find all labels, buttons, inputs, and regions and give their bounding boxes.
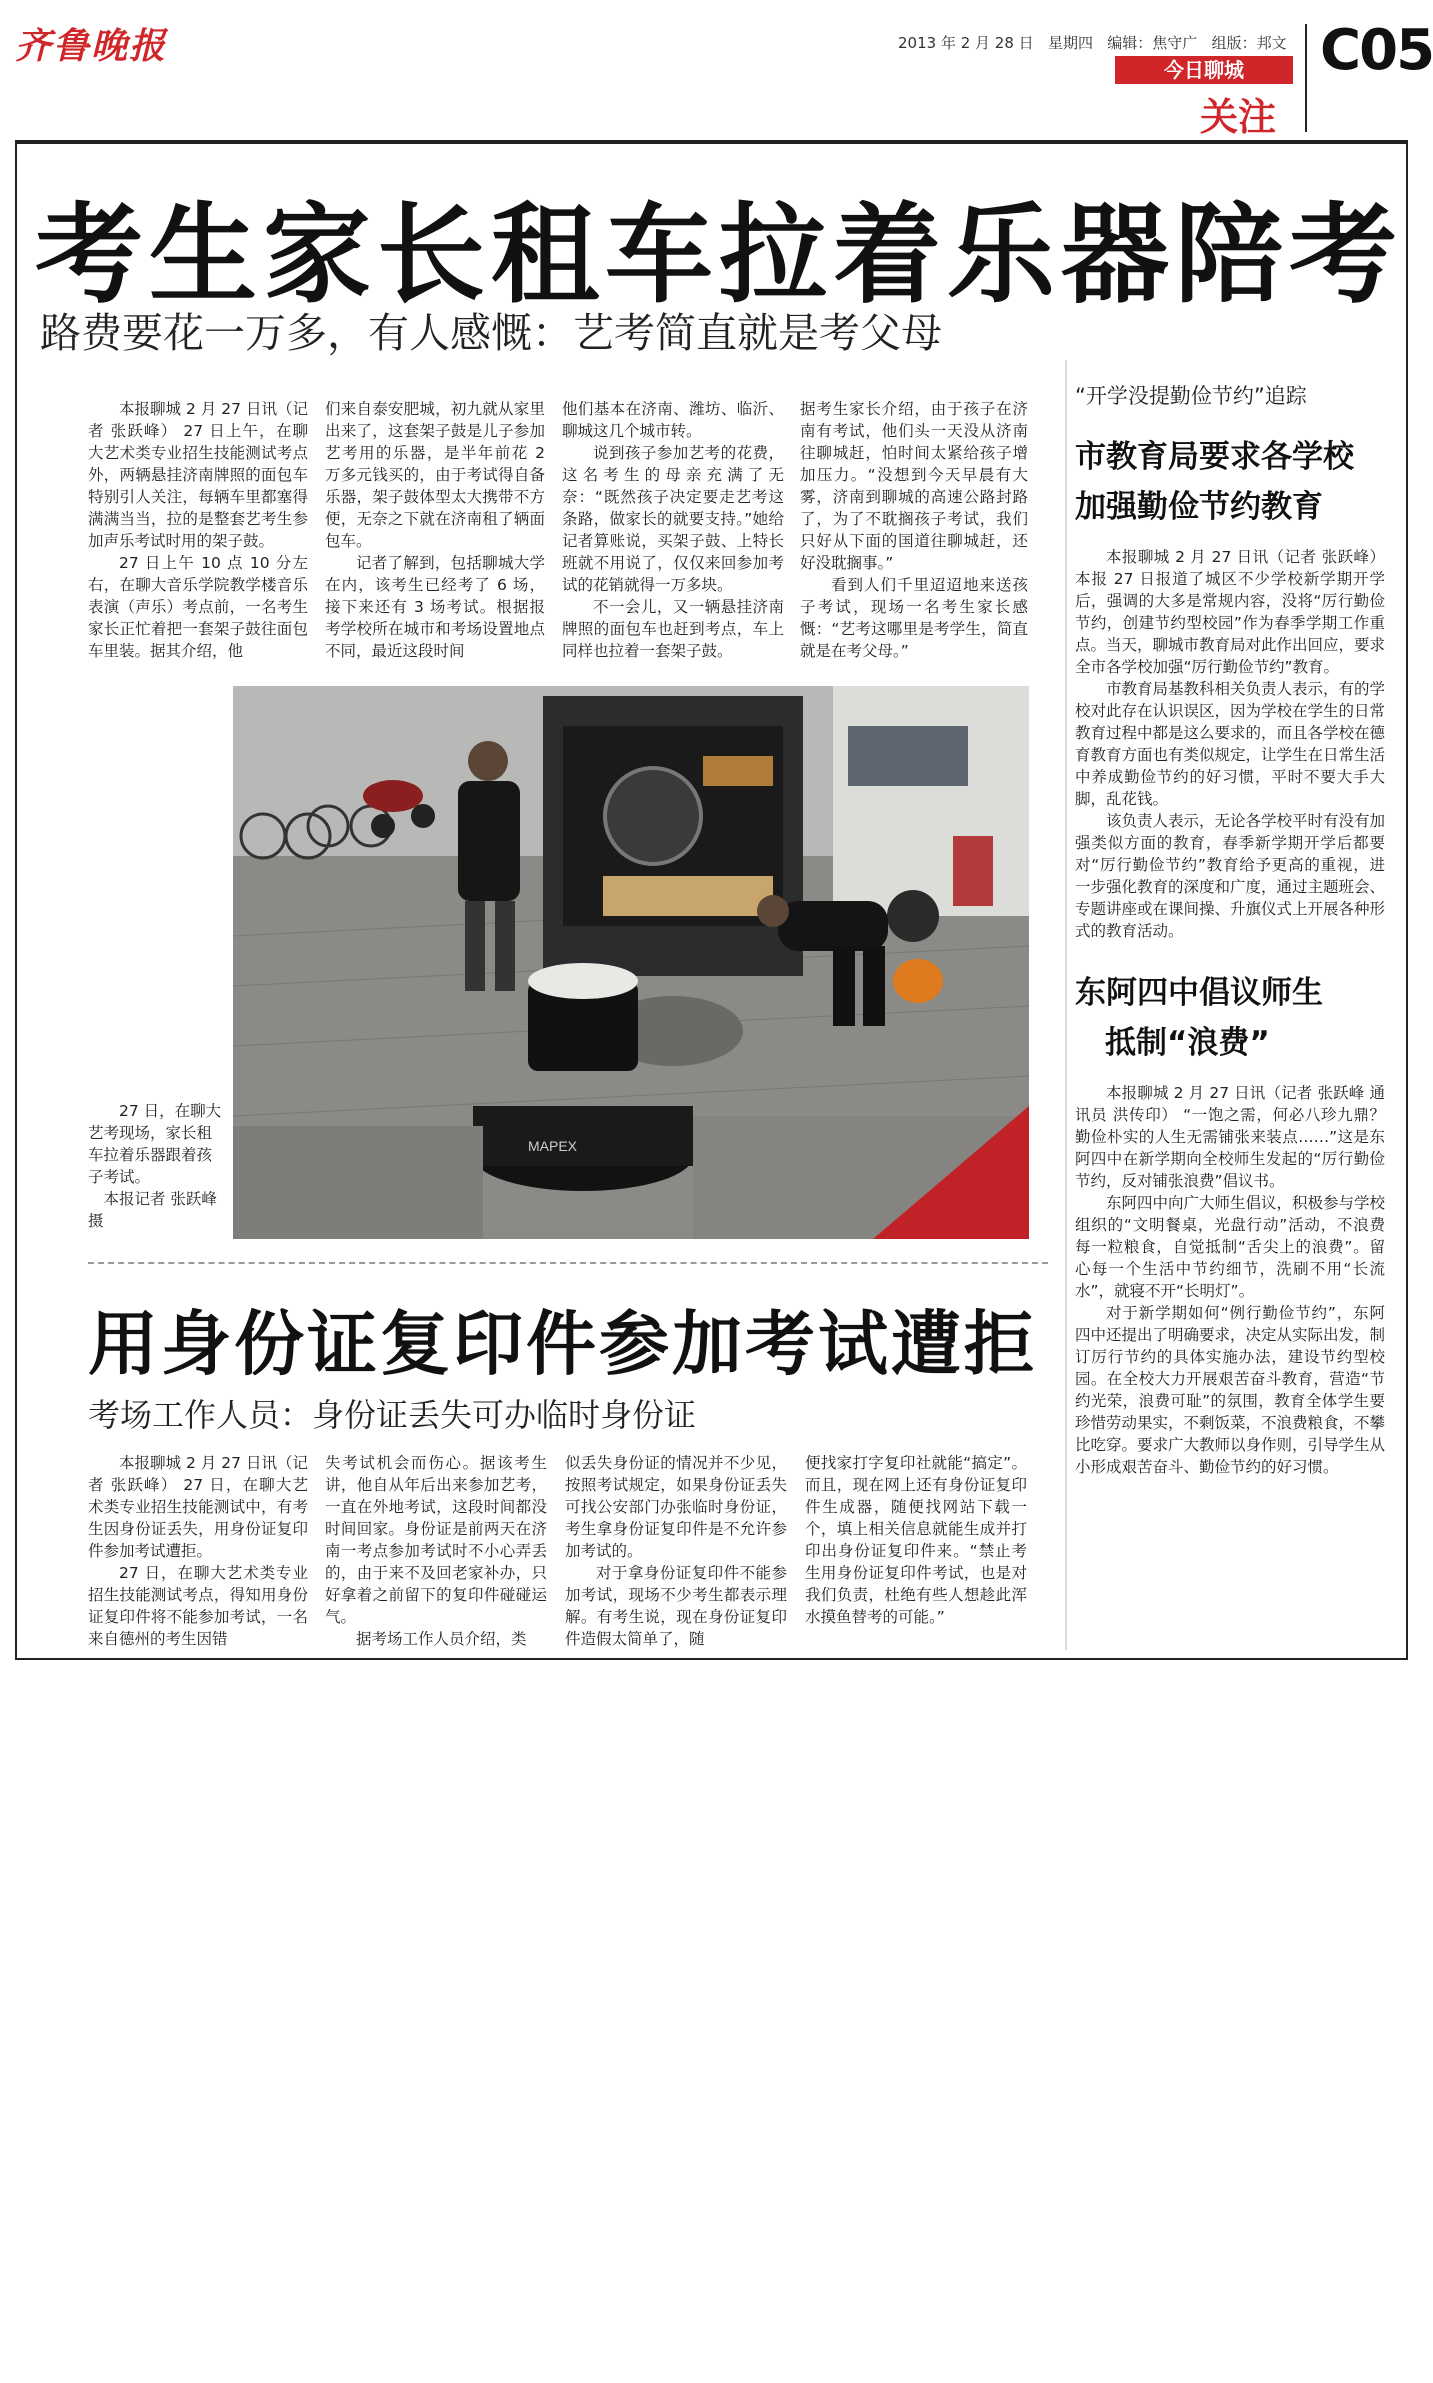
sidebar-divider	[1065, 360, 1067, 1650]
paragraph: 们来自泰安肥城，初九就从家里出来了，这套架子鼓是儿子参加艺考用的乐器，是半年前花 2 万多元钱买的，由于考试得自备乐器，架子鼓体型太大携带不方便，无奈之下就在济南租了辆面包车。	[325, 400, 545, 550]
paragraph: 记者了解到，包括聊城大学在内，该考生已经考了 6 场，接下来还有 3 场考试。根据报考学校所在城市和考场设置地点不同，最近这段时间	[325, 554, 545, 660]
sidebar	[1075, 380, 1385, 1478]
photo-caption	[88, 1100, 222, 1232]
paragraph: 本报聊城 2 月 27 日讯（记者 张跃峰） 27 日上午，在聊大艺术类专业招生技能测试考点外，两辆悬挂济南牌照的面包车特别引人关注，每辆车里都塞得满满当当，拉的是整套艺考生参加声乐考试时用的架子鼓。	[88, 400, 308, 550]
layout-credit: 组版：邦文	[1211, 34, 1287, 52]
lead-column-1	[88, 398, 308, 662]
lead-subheadline: 路费要花一万多，有人感慨：艺考简直就是考父母	[40, 309, 942, 357]
sidebar-story-1	[1075, 546, 1385, 942]
paragraph: 据考场工作人员介绍，类	[356, 1630, 527, 1648]
paragraph: 说到孩子参加艺考的花费，这名考生的母亲充满了无奈：“既然孩子决定要走艺考这条路，做家长的就要支持。”她给记者算账说，买架子鼓、上特长班就不用说了，仅仅来回参加考试的花销就得一万多块。	[562, 444, 784, 594]
paragraph: 他们基本在济南、潍坊、临沂、聊城这几个城市转。	[562, 400, 784, 440]
paragraph: 27 日，在聊大艺术类专业招生技能测试考点，得知用身份证复印件将不能参加考试，一名来自德州的考生因错	[88, 1564, 308, 1648]
paragraph: 对于拿身份证复印件不能参加考试，现场不少考生都表示理解。有考生说，现在身份证复印件造假太简单了，随	[565, 1564, 787, 1648]
paragraph: 该负责人表示，无论各学校平时有没有加强类似方面的教育，春季新学期开学后都要对“厉行勤俭节约”教育给予更高的重视，进一步强化教育的深度和广度，通过主题班会、专题讲座或在课间操、升旗仪式上开展各种形式的教育活动。	[1075, 812, 1386, 940]
second-column-1	[88, 1452, 308, 1650]
paragraph: 东阿四中向广大师生倡议，积极参与学校组织的“文明餐桌，光盘行动”活动，不浪费每一粒粮食，自觉抵制“舌尖上的浪费”。留心每一个生活中节约细节，洗刷不用“长流水”，就寝不开“长明灯”。	[1075, 1194, 1386, 1300]
paragraph: 据考生家长介绍，由于孩子在济南有考试，他们头一天没从济南往聊城赶，怕时间太紧给孩子增加压力。“没想到今天早晨有大雾，济南到聊城的高速公路封路了，为了不耽搁孩子考试，我们只好从下面的国道往聊城赶，还好没耽搁事。”	[800, 400, 1028, 572]
sidebar-title-line: 加强勤俭节约教育	[1075, 489, 1323, 525]
newspaper-logo: 齐鲁晚报	[15, 25, 168, 67]
paragraph: 似丢失身份证的情况并不少见，按照考试规定，如果身份证丢失可找公安部门办张临时身份证，考生拿身份证复印件是不允许参加考试的。	[565, 1454, 787, 1560]
paragraph: 便找家打字复印社就能“搞定”。而且，现在网上还有身份证复印件生成器，随便找网站下载一个，填上相关信息就能生成并打印出身份证复印件来。“禁止考生用身份证复印件考试，也是对我们负责，杜绝有些人想趁此浑水摸鱼替考的可能。”	[805, 1454, 1027, 1626]
paragraph: 对于新学期如何“例行勤俭节约”，东阿四中还提出了明确要求，决定从实际出发，制订厉行节约的具体实施办法，建设节约型校园。在全校大力开展艰苦奋斗教育，营造“节约光荣，浪费可耻”的氛围，教育全体学生要珍惜劳动果实，不剩饭菜，不浪费粮食，不攀比吃穿。要求广大教师以身作则，引导学生从小形成艰苦奋斗、勤俭节约的好习惯。	[1075, 1304, 1386, 1476]
lead-column-2	[325, 398, 545, 662]
paragraph: 市教育局基教科相关负责人表示，有的学校对此存在认识误区，因为学校在学生的日常教育过程中都是这么要求的，而且各学校在德育教育方面也有类似规定，让学生在日常生活中养成勤俭节约的好习惯，平时不要大手大脚，乱花钱。	[1075, 680, 1386, 808]
second-subheadline: 考场工作人员：身份证丢失可办临时身份证	[88, 1396, 697, 1434]
caption-text: 27 日，在聊大艺考现场，家长租车拉着乐器跟着孩子考试。	[88, 1102, 222, 1186]
paragraph: 本报聊城 2 月 27 日讯（记者 张跃峰） 本报 27 日报道了城区不少学校新学期开学后，强调的大多是常规内容，没将“厉行勤俭节约，创建节约型校园”作为春季学期工作重点。当天，聊城市教育局对此作出回应，要求全市各学校加强“厉行勤俭节约”教育。	[1075, 548, 1386, 676]
paragraph: 27 日上午 10 点 10 分左右，在聊大音乐学院教学楼音乐表演（声乐）考点前，一名考生家长正忙着把一套架子鼓往面包车里装。据其介绍，他	[88, 554, 308, 660]
section-label: 关注	[1200, 95, 1277, 139]
paragraph: 本报聊城 2 月 27 日讯（记者 张跃峰 通讯员 洪传印） “一饱之需，何必八珍九鼎？勤俭朴实的人生无需铺张来装点……”这是东阿四中在新学期向全校师生发起的“厉行勤俭节约，反对铺张浪费”倡议书。	[1075, 1084, 1385, 1190]
second-headline: 用身份证复印件参加考试遭拒	[88, 1303, 1037, 1385]
paragraph: 失考试机会而伤心。据该考生讲，他自从年后出来参加艺考，一直在外地考试，这段时间都没时间回家。身份证是前两天在济南一考点参加考试时不小心弄丢的，由于来不及回老家补办，只好拿着之前留下的复印件碰碰运气。	[325, 1454, 547, 1626]
dateline	[898, 32, 1287, 53]
sidebar-title-line: 抵制“浪费”	[1105, 1025, 1270, 1061]
photo-illustration	[233, 686, 1029, 1239]
issue-date: 2013 年 2 月 28 日	[898, 34, 1034, 52]
second-column-2	[325, 1452, 547, 1650]
lead-column-3	[562, 398, 784, 662]
sidebar-title-line: 东阿四中倡议师生	[1075, 975, 1323, 1011]
second-column-4	[805, 1452, 1027, 1628]
story-divider	[88, 1262, 1048, 1264]
paragraph: 不一会儿，又一辆悬挂济南牌照的面包车也赶到考点，车上同样也拉着一套架子鼓。	[562, 598, 784, 660]
news-photo	[233, 686, 1029, 1239]
drum-brand-logo: MAPEX	[528, 1138, 578, 1154]
editor-credit: 编辑：焦守广	[1107, 34, 1198, 52]
sidebar-kicker: “开学没提勤俭节约”追踪	[1075, 384, 1307, 408]
top-rule	[15, 140, 1408, 144]
caption-credit: 本报记者 张跃峰 摄	[88, 1190, 217, 1230]
page-number: C05	[1320, 18, 1433, 83]
paragraph: 看到人们千里迢迢地来送孩子考试，现场一名考生家长感慨：“艺考这哪里是考学生，简直就是在考父母。”	[800, 576, 1028, 660]
header-divider	[1305, 24, 1307, 132]
issue-weekday: 星期四	[1047, 34, 1093, 52]
section-banner: 今日聊城	[1115, 56, 1293, 84]
paragraph: 本报聊城 2 月 27 日讯（记者 张跃峰） 27 日，在聊大艺术类专业招生技能测试中，有考生因身份证丢失，用身份证复印件参加考试遭拒。	[88, 1454, 308, 1560]
second-column-3	[565, 1452, 787, 1650]
lead-column-4	[800, 398, 1028, 662]
sidebar-story-2	[1075, 1082, 1385, 1478]
lead-headline: 考生家长租车拉着乐器陪考	[35, 193, 1404, 318]
sidebar-title-line: 市教育局要求各学校	[1075, 439, 1354, 475]
